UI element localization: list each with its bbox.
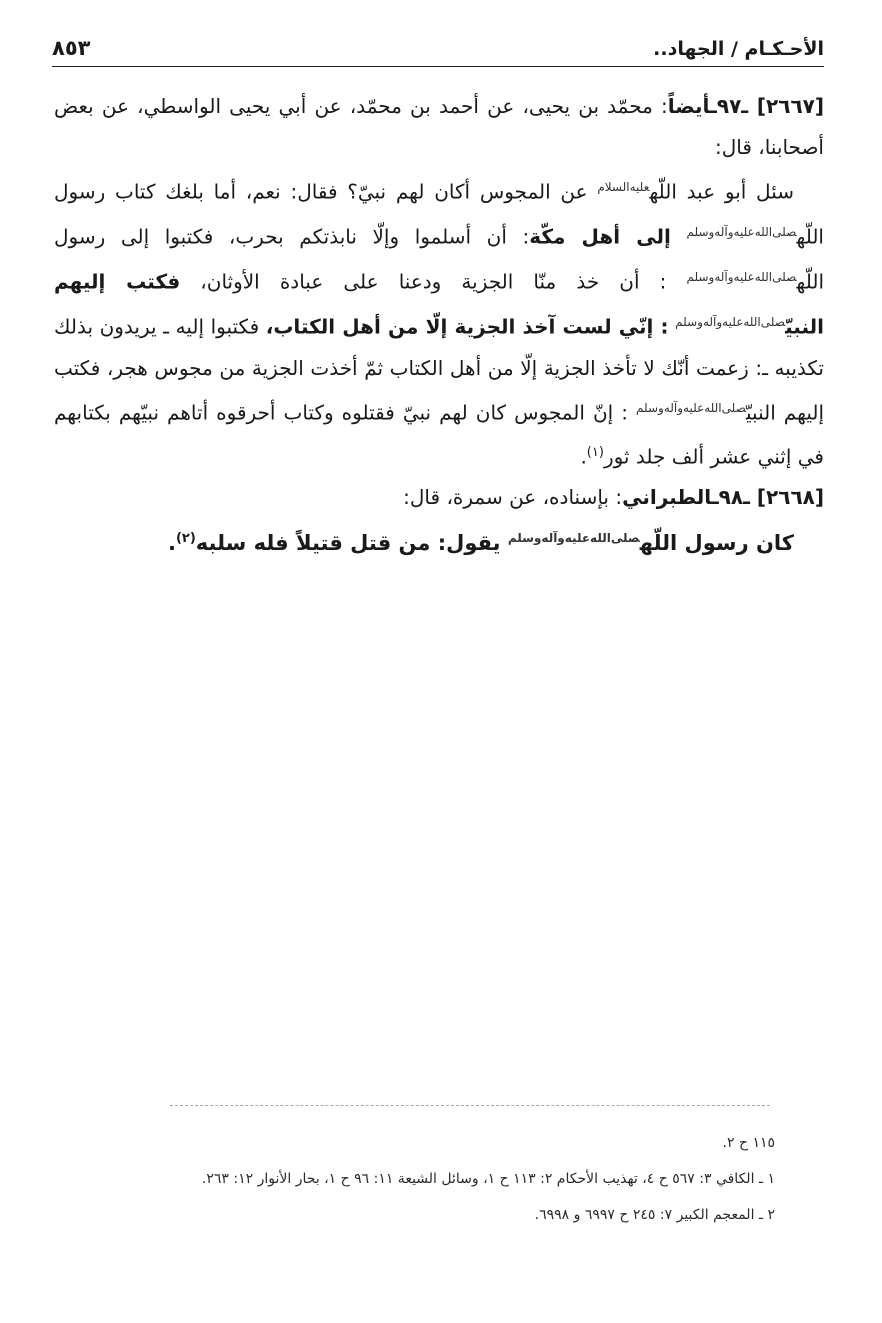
honorific-saw: صلى‌الله‌عليه‌وآله‌وسلم [675, 315, 786, 330]
hadith-2667-heading [54, 86, 824, 167]
hadith-number: [٢٦٦٨] ـ٩٨ـ [711, 485, 824, 510]
footnote-1: ١ ـ الكافي ٣: ٥٦٧ ح ٤، تهذيب الأحكام ٢: ١١٣ ح ١، وسائل الشيعة ١١: ٩٦ ح ١، بحار الأنوار ١٢: ٢٦٣. [201, 1171, 775, 1187]
honorific-as: عليه‌السلام [597, 180, 650, 194]
footnote-ref: (١) [586, 445, 604, 461]
hadith-text: : أن خذ منّا الجزية ودعنا على عبادة الأوثان، [200, 269, 667, 294]
honorific-saw: صلى‌الله‌عليه‌وآله‌وسلم [636, 401, 747, 416]
footnotes [60, 1125, 775, 1233]
hadith-text-bold: كان رسول اللّه [639, 530, 794, 555]
hadith-text: : إنّ المجوس كان لهم نبيّ فقتلوه وكتاب أحرقوه أتاهم نبيّهم بكتابهم في إثني عشر ألف جلد ثور [54, 400, 824, 469]
hadith-text-bold: إلى أهل مكّة [529, 224, 671, 249]
hadith-text: عن المجوس أكان لهم نبيّ؟ فقال: نعم، أما بلغك كتاب رسول اللّه [54, 179, 824, 249]
page-number: ٨٥٣ [52, 36, 91, 60]
running-head: الأحـكـام / الجهاد.. [653, 38, 824, 60]
footnote-carry: ١١٥ ح ٢. [722, 1135, 775, 1151]
hadith-number: [٢٦٦٧] ـ٩٧ـ [710, 94, 824, 118]
hadith-text: : أن أسلموا وإلّا نابذتكم بحرب، فكتبوا إلى رسول اللّه [54, 224, 825, 294]
honorific-saw: صلى‌الله‌عليه‌وآله‌وسلم [507, 530, 640, 545]
hadith-text-bold: : إنّي لست آخذ الجزية إلّا من أهل الكتاب، [265, 315, 669, 340]
hadith-text: سئل أبو عبد اللّه [649, 179, 794, 204]
footnote-2: ٢ ـ المعجم الكبير ٧: ٢٤٥ ح ٦٩٩٧ و ٦٩٩٨. [534, 1207, 775, 1223]
footnote-ref: (٢) [175, 530, 196, 546]
footnote-separator [170, 1105, 770, 1106]
hadith-2668-body: كان رسول اللّه$^{صلى‌الله‌عليه‌وآله‌وسلم}$ يقول: من قتل قتيلاً فله سلبه$^{(٢)}$. [167, 530, 794, 555]
honorific-saw: صلى‌الله‌عليه‌وآله‌وسلم [686, 225, 797, 240]
hadith-isnad: : محمّد بن يحيى، عن أحمد بن محمّد، عن أبي يحيى الواسطي، عن بعض أصحابنا، قال: [54, 94, 824, 159]
hadith-source: الطبراني [622, 485, 712, 510]
hadith-2667-body: سئل أبو عبد اللّه$^{عليه‌السلام}$ عن المجوس أكان لهم نبيّ؟ فقال: نعم، أما بلغك كتاب رسول اللّه$^{صلى‌الله‌عليه‌وآله‌وسلم}$ إلى أهل مكّة: أن أسلموا وإلّا نابذتكم بحرب، فكتبوا إلى رسول اللّه$^{صلى‌الله‌عليه‌وآله‌وسلم}$ : أن خذ منّا الجزية ودعنا على عبادة الأوثان، فكتب إليهم النبيّ$^{صلى‌الله‌عليه‌وآله‌وسلم}$ : إنّي لست آخذ الجزية إلّا من أهل الكتاب، فكتبوا إليه ـ يريدون بذلك تكذيبه ـ: زعمت أنّك لا تأخذ الجزية إلّا من أهل الكتاب ثمّ أخذت الجزية من مجوس هجر، فكتب إليهم النبيّ$^{صلى‌الله‌عليه‌وآله‌وسلم}$ : إنّ المجوس كان لهم نبيّ فقتلوه وكتاب أحرقوه أتاهم نبيّهم بكتابهم في إثني عشر ألف جلد ثور$^{(١)}$. [54, 179, 825, 469]
hadith-text-bold: يقول: من قتل قتيلاً فله سلبه [195, 530, 501, 555]
honorific-saw: صلى‌الله‌عليه‌وآله‌وسلم [686, 270, 797, 285]
hadith-text-bold: فكتب إليهم النبيّ [54, 269, 824, 340]
hadith-2668-heading [54, 477, 824, 518]
page-header [52, 36, 824, 67]
hadith-text: فكتبوا إليه ـ يريدون بذلك تكذيبه ـ: زعمت أنّك لا تأخذ الجزية إلّا من أهل الكتاب ثمّ أخذت الجزية من مجوس هجر، فكتب إليهم النبيّ [54, 315, 825, 425]
hadith-isnad: : بإسناده، عن سمرة، قال: [403, 485, 623, 510]
main-text [54, 86, 824, 563]
hadith-source: أيضاً [667, 94, 711, 118]
